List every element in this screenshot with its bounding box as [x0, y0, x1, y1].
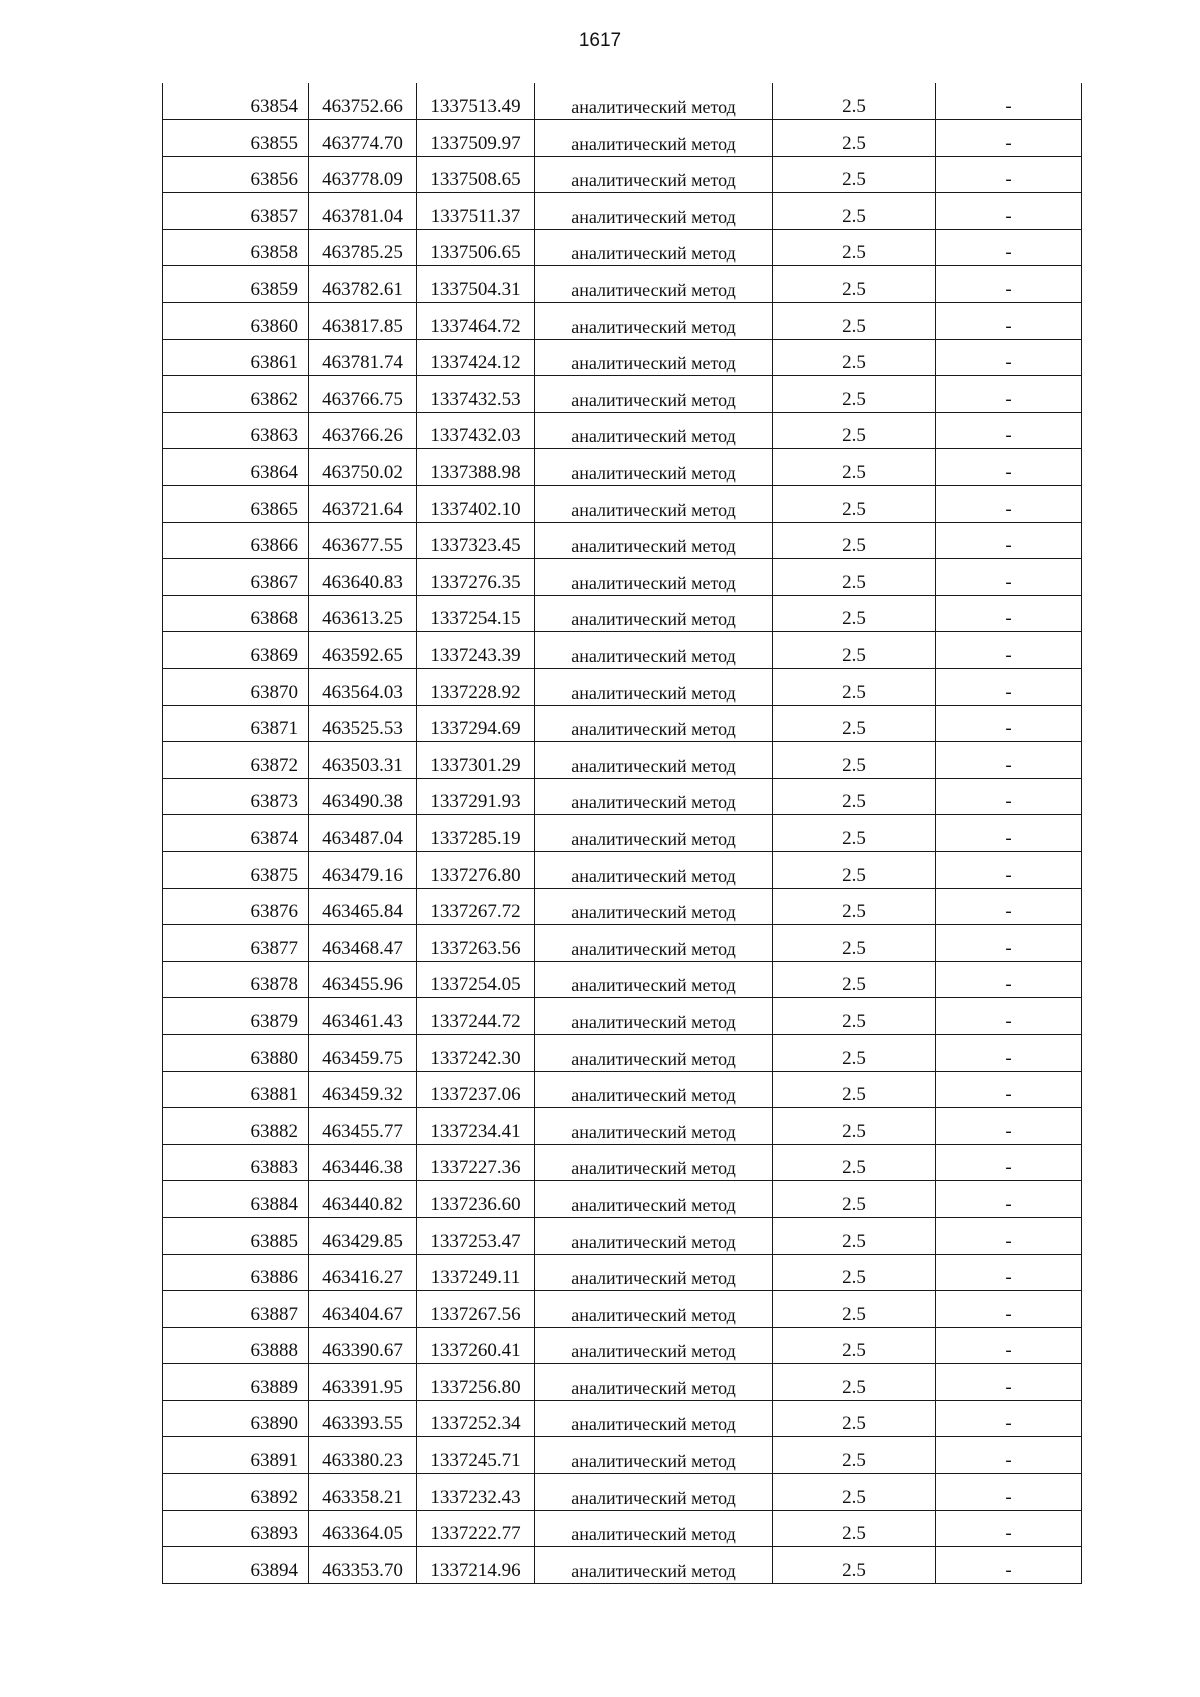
table-row: [163, 193, 1082, 230]
y-coordinate-cell: 1337291.93: [417, 778, 535, 815]
table-row: [163, 1437, 1082, 1474]
x-coordinate-cell: 463750.02: [309, 449, 417, 486]
point-number-cell: 63866: [163, 522, 309, 559]
note-cell: -: [936, 1108, 1082, 1145]
point-number-cell: 63874: [163, 815, 309, 852]
method-cell: аналитический метод: [535, 888, 773, 925]
table-row: [163, 1364, 1082, 1401]
x-coordinate-cell: 463785.25: [309, 229, 417, 266]
point-number-cell: 63868: [163, 595, 309, 632]
method-cell: аналитический метод: [535, 522, 773, 559]
note-cell: -: [936, 522, 1082, 559]
method-cell: аналитический метод: [535, 778, 773, 815]
method-cell: аналитический метод: [535, 229, 773, 266]
table-row: [163, 449, 1082, 486]
x-coordinate-cell: 463393.55: [309, 1400, 417, 1437]
y-coordinate-cell: 1337388.98: [417, 449, 535, 486]
point-number-cell: 63855: [163, 120, 309, 157]
x-coordinate-cell: 463446.38: [309, 1144, 417, 1181]
x-coordinate-cell: 463781.04: [309, 193, 417, 230]
note-cell: -: [936, 120, 1082, 157]
accuracy-cell: 2.5: [773, 961, 936, 998]
accuracy-cell: 2.5: [773, 705, 936, 742]
method-cell: аналитический метод: [535, 632, 773, 669]
method-cell: аналитический метод: [535, 120, 773, 157]
note-cell: -: [936, 815, 1082, 852]
accuracy-cell: 2.5: [773, 888, 936, 925]
note-cell: -: [936, 632, 1082, 669]
x-coordinate-cell: 463752.66: [309, 83, 417, 120]
y-coordinate-cell: 1337254.05: [417, 961, 535, 998]
note-cell: -: [936, 1437, 1082, 1474]
method-cell: аналитический метод: [535, 376, 773, 413]
x-coordinate-cell: 463358.21: [309, 1474, 417, 1511]
method-cell: аналитический метод: [535, 851, 773, 888]
accuracy-cell: 2.5: [773, 339, 936, 376]
accuracy-cell: 2.5: [773, 83, 936, 120]
point-number-cell: 63860: [163, 303, 309, 340]
point-number-cell: 63881: [163, 1071, 309, 1108]
y-coordinate-cell: 1337323.45: [417, 522, 535, 559]
x-coordinate-cell: 463416.27: [309, 1254, 417, 1291]
accuracy-cell: 2.5: [773, 1291, 936, 1328]
x-coordinate-cell: 463455.96: [309, 961, 417, 998]
x-coordinate-cell: 463766.26: [309, 412, 417, 449]
table-row: [163, 559, 1082, 596]
table-row: [163, 778, 1082, 815]
x-coordinate-cell: 463817.85: [309, 303, 417, 340]
y-coordinate-cell: 1337276.35: [417, 559, 535, 596]
y-coordinate-cell: 1337432.53: [417, 376, 535, 413]
table-row: [163, 1144, 1082, 1181]
point-number-cell: 63879: [163, 998, 309, 1035]
table-row: [163, 1071, 1082, 1108]
y-coordinate-cell: 1337464.72: [417, 303, 535, 340]
y-coordinate-cell: 1337511.37: [417, 193, 535, 230]
y-coordinate-cell: 1337432.03: [417, 412, 535, 449]
accuracy-cell: 2.5: [773, 1510, 936, 1547]
x-coordinate-cell: 463640.83: [309, 559, 417, 596]
table-row: [163, 595, 1082, 632]
x-coordinate-cell: 463782.61: [309, 266, 417, 303]
table-row: [163, 998, 1082, 1035]
point-number-cell: 63882: [163, 1108, 309, 1145]
method-cell: аналитический метод: [535, 412, 773, 449]
note-cell: -: [936, 486, 1082, 523]
accuracy-cell: 2.5: [773, 1181, 936, 1218]
note-cell: -: [936, 1034, 1082, 1071]
table-row: [163, 1547, 1082, 1584]
point-number-cell: 63867: [163, 559, 309, 596]
point-number-cell: 63885: [163, 1217, 309, 1254]
point-number-cell: 63891: [163, 1437, 309, 1474]
x-coordinate-cell: 463429.85: [309, 1217, 417, 1254]
table-row: [163, 303, 1082, 340]
note-cell: -: [936, 1217, 1082, 1254]
accuracy-cell: 2.5: [773, 1327, 936, 1364]
point-number-cell: 63886: [163, 1254, 309, 1291]
method-cell: аналитический метод: [535, 705, 773, 742]
method-cell: аналитический метод: [535, 669, 773, 706]
method-cell: аналитический метод: [535, 1108, 773, 1145]
note-cell: -: [936, 156, 1082, 193]
note-cell: -: [936, 1254, 1082, 1291]
y-coordinate-cell: 1337402.10: [417, 486, 535, 523]
y-coordinate-cell: 1337243.39: [417, 632, 535, 669]
y-coordinate-cell: 1337509.97: [417, 120, 535, 157]
note-cell: -: [936, 851, 1082, 888]
table-row: [163, 815, 1082, 852]
accuracy-cell: 2.5: [773, 998, 936, 1035]
point-number-cell: 63869: [163, 632, 309, 669]
note-cell: -: [936, 778, 1082, 815]
note-cell: -: [936, 303, 1082, 340]
y-coordinate-cell: 1337228.92: [417, 669, 535, 706]
x-coordinate-cell: 463364.05: [309, 1510, 417, 1547]
table-row: [163, 961, 1082, 998]
method-cell: аналитический метод: [535, 449, 773, 486]
table-row: [163, 83, 1082, 120]
point-number-cell: 63873: [163, 778, 309, 815]
y-coordinate-cell: 1337424.12: [417, 339, 535, 376]
accuracy-cell: 2.5: [773, 1034, 936, 1071]
x-coordinate-cell: 463461.43: [309, 998, 417, 1035]
note-cell: -: [936, 339, 1082, 376]
accuracy-cell: 2.5: [773, 1400, 936, 1437]
note-cell: -: [936, 449, 1082, 486]
method-cell: аналитический метод: [535, 998, 773, 1035]
accuracy-cell: 2.5: [773, 632, 936, 669]
x-coordinate-cell: 463440.82: [309, 1181, 417, 1218]
accuracy-cell: 2.5: [773, 559, 936, 596]
table-row: [163, 632, 1082, 669]
note-cell: -: [936, 229, 1082, 266]
accuracy-cell: 2.5: [773, 229, 936, 266]
x-coordinate-cell: 463564.03: [309, 669, 417, 706]
y-coordinate-cell: 1337242.30: [417, 1034, 535, 1071]
method-cell: аналитический метод: [535, 1364, 773, 1401]
method-cell: аналитический метод: [535, 1327, 773, 1364]
table-row: [163, 1510, 1082, 1547]
point-number-cell: 63872: [163, 742, 309, 779]
method-cell: аналитический метод: [535, 815, 773, 852]
method-cell: аналитический метод: [535, 339, 773, 376]
method-cell: аналитический метод: [535, 1034, 773, 1071]
point-number-cell: 63862: [163, 376, 309, 413]
point-number-cell: 63878: [163, 961, 309, 998]
table-row: [163, 705, 1082, 742]
method-cell: аналитический метод: [535, 266, 773, 303]
y-coordinate-cell: 1337236.60: [417, 1181, 535, 1218]
accuracy-cell: 2.5: [773, 595, 936, 632]
y-coordinate-cell: 1337301.29: [417, 742, 535, 779]
point-number-cell: 63883: [163, 1144, 309, 1181]
x-coordinate-cell: 463721.64: [309, 486, 417, 523]
x-coordinate-cell: 463459.32: [309, 1071, 417, 1108]
note-cell: -: [936, 266, 1082, 303]
table-row: [163, 851, 1082, 888]
y-coordinate-cell: 1337252.34: [417, 1400, 535, 1437]
note-cell: -: [936, 1327, 1082, 1364]
accuracy-cell: 2.5: [773, 925, 936, 962]
x-coordinate-cell: 463677.55: [309, 522, 417, 559]
y-coordinate-cell: 1337506.65: [417, 229, 535, 266]
y-coordinate-cell: 1337232.43: [417, 1474, 535, 1511]
point-number-cell: 63876: [163, 888, 309, 925]
table-row: [163, 339, 1082, 376]
accuracy-cell: 2.5: [773, 669, 936, 706]
x-coordinate-cell: 463468.47: [309, 925, 417, 962]
note-cell: -: [936, 998, 1082, 1035]
table-row: [163, 1254, 1082, 1291]
point-number-cell: 63877: [163, 925, 309, 962]
point-number-cell: 63864: [163, 449, 309, 486]
method-cell: аналитический метод: [535, 1217, 773, 1254]
y-coordinate-cell: 1337508.65: [417, 156, 535, 193]
accuracy-cell: 2.5: [773, 778, 936, 815]
y-coordinate-cell: 1337249.11: [417, 1254, 535, 1291]
note-cell: -: [936, 1181, 1082, 1218]
note-cell: -: [936, 1364, 1082, 1401]
note-cell: -: [936, 1071, 1082, 1108]
table-row: [163, 1217, 1082, 1254]
point-number-cell: 63892: [163, 1474, 309, 1511]
x-coordinate-cell: 463592.65: [309, 632, 417, 669]
point-number-cell: 63858: [163, 229, 309, 266]
x-coordinate-cell: 463465.84: [309, 888, 417, 925]
accuracy-cell: 2.5: [773, 193, 936, 230]
accuracy-cell: 2.5: [773, 486, 936, 523]
note-cell: -: [936, 1547, 1082, 1584]
table-row: [163, 120, 1082, 157]
point-number-cell: 63857: [163, 193, 309, 230]
x-coordinate-cell: 463404.67: [309, 1291, 417, 1328]
note-cell: -: [936, 1400, 1082, 1437]
accuracy-cell: 2.5: [773, 522, 936, 559]
x-coordinate-cell: 463390.67: [309, 1327, 417, 1364]
x-coordinate-cell: 463455.77: [309, 1108, 417, 1145]
point-number-cell: 63893: [163, 1510, 309, 1547]
method-cell: аналитический метод: [535, 1071, 773, 1108]
accuracy-cell: 2.5: [773, 303, 936, 340]
accuracy-cell: 2.5: [773, 449, 936, 486]
table-row: [163, 1291, 1082, 1328]
method-cell: аналитический метод: [535, 1254, 773, 1291]
method-cell: аналитический метод: [535, 1400, 773, 1437]
note-cell: -: [936, 705, 1082, 742]
method-cell: аналитический метод: [535, 742, 773, 779]
accuracy-cell: 2.5: [773, 266, 936, 303]
y-coordinate-cell: 1337267.56: [417, 1291, 535, 1328]
table-row: [163, 925, 1082, 962]
note-cell: -: [936, 1474, 1082, 1511]
table-row: [163, 1034, 1082, 1071]
point-number-cell: 63887: [163, 1291, 309, 1328]
y-coordinate-cell: 1337294.69: [417, 705, 535, 742]
y-coordinate-cell: 1337222.77: [417, 1510, 535, 1547]
method-cell: аналитический метод: [535, 193, 773, 230]
point-number-cell: 63870: [163, 669, 309, 706]
x-coordinate-cell: 463487.04: [309, 815, 417, 852]
method-cell: аналитический метод: [535, 1181, 773, 1218]
method-cell: аналитический метод: [535, 925, 773, 962]
table-row: [163, 1327, 1082, 1364]
y-coordinate-cell: 1337263.56: [417, 925, 535, 962]
note-cell: -: [936, 376, 1082, 413]
y-coordinate-cell: 1337513.49: [417, 83, 535, 120]
y-coordinate-cell: 1337244.72: [417, 998, 535, 1035]
x-coordinate-cell: 463778.09: [309, 156, 417, 193]
point-number-cell: 63865: [163, 486, 309, 523]
x-coordinate-cell: 463766.75: [309, 376, 417, 413]
point-number-cell: 63861: [163, 339, 309, 376]
x-coordinate-cell: 463353.70: [309, 1547, 417, 1584]
method-cell: аналитический метод: [535, 303, 773, 340]
y-coordinate-cell: 1337237.06: [417, 1071, 535, 1108]
x-coordinate-cell: 463391.95: [309, 1364, 417, 1401]
accuracy-cell: 2.5: [773, 1071, 936, 1108]
accuracy-cell: 2.5: [773, 1437, 936, 1474]
x-coordinate-cell: 463479.16: [309, 851, 417, 888]
point-number-cell: 63871: [163, 705, 309, 742]
point-number-cell: 63880: [163, 1034, 309, 1071]
table-row: [163, 376, 1082, 413]
accuracy-cell: 2.5: [773, 1364, 936, 1401]
point-number-cell: 63856: [163, 156, 309, 193]
note-cell: -: [936, 888, 1082, 925]
method-cell: аналитический метод: [535, 1510, 773, 1547]
method-cell: аналитический метод: [535, 1291, 773, 1328]
table-row: [163, 266, 1082, 303]
y-coordinate-cell: 1337276.80: [417, 851, 535, 888]
table-row: [163, 1400, 1082, 1437]
table-row: [163, 522, 1082, 559]
accuracy-cell: 2.5: [773, 376, 936, 413]
accuracy-cell: 2.5: [773, 1547, 936, 1584]
table-row: [163, 742, 1082, 779]
note-cell: -: [936, 669, 1082, 706]
method-cell: аналитический метод: [535, 1547, 773, 1584]
note-cell: -: [936, 559, 1082, 596]
y-coordinate-cell: 1337267.72: [417, 888, 535, 925]
accuracy-cell: 2.5: [773, 1254, 936, 1291]
table-row: [163, 1108, 1082, 1145]
x-coordinate-cell: 463774.70: [309, 120, 417, 157]
x-coordinate-cell: 463613.25: [309, 595, 417, 632]
method-cell: аналитический метод: [535, 559, 773, 596]
note-cell: -: [936, 961, 1082, 998]
x-coordinate-cell: 463459.75: [309, 1034, 417, 1071]
y-coordinate-cell: 1337245.71: [417, 1437, 535, 1474]
y-coordinate-cell: 1337285.19: [417, 815, 535, 852]
point-number-cell: 63888: [163, 1327, 309, 1364]
accuracy-cell: 2.5: [773, 1217, 936, 1254]
note-cell: -: [936, 1510, 1082, 1547]
table-row: [163, 229, 1082, 266]
x-coordinate-cell: 463490.38: [309, 778, 417, 815]
table-row: [163, 888, 1082, 925]
point-number-cell: 63854: [163, 83, 309, 120]
y-coordinate-cell: 1337260.41: [417, 1327, 535, 1364]
method-cell: аналитический метод: [535, 1144, 773, 1181]
table-row: [163, 156, 1082, 193]
note-cell: -: [936, 193, 1082, 230]
point-number-cell: 63884: [163, 1181, 309, 1218]
coordinates-table: [162, 83, 1082, 1584]
page-number: 1617: [578, 30, 622, 51]
note-cell: -: [936, 595, 1082, 632]
accuracy-cell: 2.5: [773, 815, 936, 852]
accuracy-cell: 2.5: [773, 742, 936, 779]
y-coordinate-cell: 1337214.96: [417, 1547, 535, 1584]
accuracy-cell: 2.5: [773, 412, 936, 449]
accuracy-cell: 2.5: [773, 156, 936, 193]
table-row: [163, 486, 1082, 523]
y-coordinate-cell: 1337227.36: [417, 1144, 535, 1181]
method-cell: аналитический метод: [535, 486, 773, 523]
note-cell: -: [936, 1291, 1082, 1328]
note-cell: -: [936, 925, 1082, 962]
accuracy-cell: 2.5: [773, 851, 936, 888]
note-cell: -: [936, 742, 1082, 779]
y-coordinate-cell: 1337254.15: [417, 595, 535, 632]
point-number-cell: 63890: [163, 1400, 309, 1437]
y-coordinate-cell: 1337253.47: [417, 1217, 535, 1254]
y-coordinate-cell: 1337256.80: [417, 1364, 535, 1401]
y-coordinate-cell: 1337504.31: [417, 266, 535, 303]
x-coordinate-cell: 463781.74: [309, 339, 417, 376]
x-coordinate-cell: 463380.23: [309, 1437, 417, 1474]
point-number-cell: 63889: [163, 1364, 309, 1401]
x-coordinate-cell: 463503.31: [309, 742, 417, 779]
method-cell: аналитический метод: [535, 595, 773, 632]
coordinates-table-body: [163, 83, 1082, 1583]
point-number-cell: 63894: [163, 1547, 309, 1584]
accuracy-cell: 2.5: [773, 1474, 936, 1511]
accuracy-cell: 2.5: [773, 120, 936, 157]
note-cell: -: [936, 83, 1082, 120]
point-number-cell: 63875: [163, 851, 309, 888]
accuracy-cell: 2.5: [773, 1144, 936, 1181]
accuracy-cell: 2.5: [773, 1108, 936, 1145]
table-row: [163, 1181, 1082, 1218]
method-cell: аналитический метод: [535, 1474, 773, 1511]
point-number-cell: 63863: [163, 412, 309, 449]
table-row: [163, 412, 1082, 449]
table-row: [163, 1474, 1082, 1511]
table-row: [163, 669, 1082, 706]
method-cell: аналитический метод: [535, 961, 773, 998]
note-cell: -: [936, 412, 1082, 449]
method-cell: аналитический метод: [535, 1437, 773, 1474]
method-cell: аналитический метод: [535, 156, 773, 193]
x-coordinate-cell: 463525.53: [309, 705, 417, 742]
method-cell: аналитический метод: [535, 83, 773, 120]
point-number-cell: 63859: [163, 266, 309, 303]
y-coordinate-cell: 1337234.41: [417, 1108, 535, 1145]
note-cell: -: [936, 1144, 1082, 1181]
